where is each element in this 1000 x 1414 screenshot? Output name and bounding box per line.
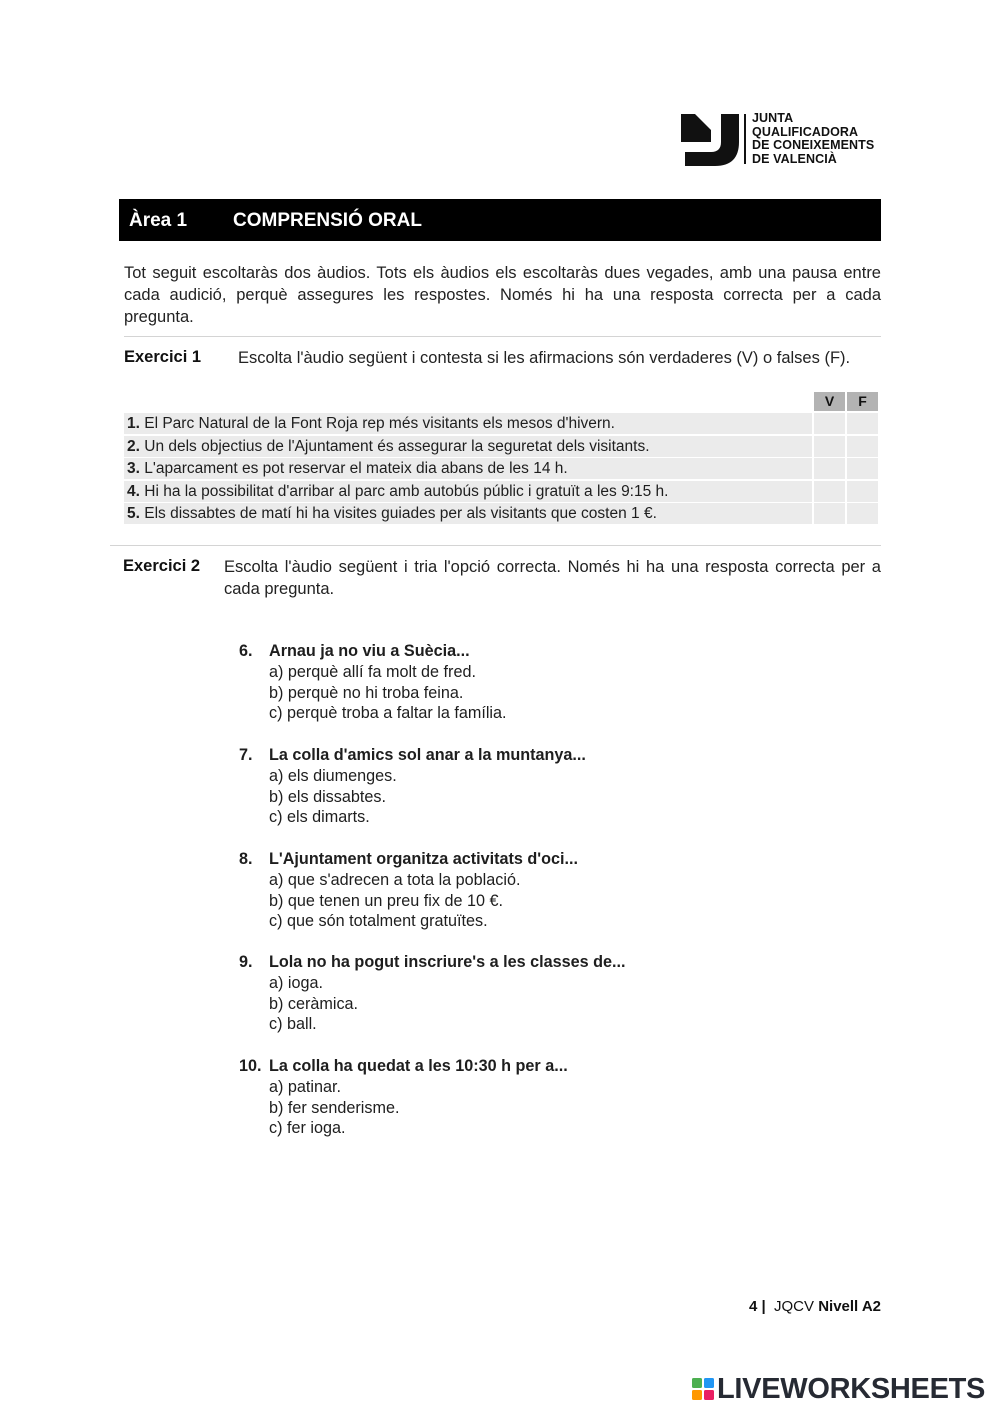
question-block [239,1055,799,1139]
question-text: L'Ajuntament organitza activitats d'oci... [269,850,579,868]
question-number: 6. [239,642,253,660]
answer-cell-f[interactable] [847,413,878,434]
statement-text: Un dels objectius de l'Ajuntament és assegurar la seguretat dels visitants. [144,438,650,455]
exercise-2-instruction: Escolta l'àudio següent i tria l'opció correcta. Només hi ha una resposta correcta per a cada pregunta. [224,558,881,598]
answer-cell-f[interactable] [847,458,878,479]
liveworksheets-wordmark: LIVEWORKSHEETS [717,1373,986,1405]
answer-option[interactable]: b) fer senderisme. [269,1098,400,1117]
statement-text: L'aparcament es pot reservar el mateix dia abans de les 14 h. [144,460,568,477]
question-number: 8. [239,850,253,868]
area-title: COMPRENSIÓ ORAL [233,210,422,231]
answer-option[interactable]: b) perquè no hi troba feina. [269,683,464,702]
logo-line: DE VALENCIÀ [752,151,837,166]
answer-option[interactable]: c) fer ioga. [269,1119,346,1138]
answer-option[interactable]: c) ball. [269,1015,317,1034]
question-heading [239,640,799,662]
statement-row [124,458,812,479]
statement-text: Hi ha la possibilitat d'arribar al parc amb autobús públic i gratuït a les 9:15 h. [144,483,669,500]
statement-text: Els dissabtes de matí hi ha visites guiades per als visitants que costen 1 €. [144,505,657,522]
answer-option[interactable]: b) ceràmica. [269,994,359,1013]
statement-row [124,436,812,457]
logo-line: QUALIFICADORA [752,124,859,139]
exercise-1-instruction: Escolta l'àudio següent i contesta si les afirmacions són verdaderes (V) o falses (F). [238,349,851,367]
answer-cell-v[interactable] [814,413,845,434]
answer-cell-f[interactable] [847,436,878,457]
exercise-1-label: Exercici 1 [124,348,202,366]
question-heading [239,744,799,766]
column-header-f: F [847,392,878,411]
question-heading [239,951,799,973]
divider [124,336,881,337]
statement-number: 4. [127,483,140,500]
area-header-bar [119,199,881,241]
logo-divider [744,114,746,164]
footer-level: Nivell A2 [818,1298,881,1315]
footer-org: JQCV [774,1298,815,1315]
page-number: 4 [748,1298,758,1315]
question-block [239,951,799,1035]
logo-line: JUNTA [752,111,794,125]
footer-separator: | [761,1298,766,1315]
question-number: 7. [239,746,253,764]
question-number: 9. [239,953,253,971]
statement-text: El Parc Natural de la Font Roja rep més visitants els mesos d'hivern. [144,415,615,432]
answer-option[interactable]: c) perquè troba a faltar la família. [269,704,507,723]
answer-cell-f[interactable] [847,503,878,524]
statement-row [124,503,812,524]
answer-option[interactable]: a) que s'adrecen a tota la població. [269,871,521,889]
page-footer [650,1298,881,1315]
question-text: La colla ha quedat a les 10:30 h per a... [269,1057,568,1075]
area-number: Àrea 1 [129,210,188,231]
answer-cell-f[interactable] [847,481,878,502]
answer-cell-v[interactable] [814,481,845,502]
answer-option[interactable]: b) que tenen un preu fix de 10 €. [269,891,503,910]
statement-number: 1. [127,415,140,432]
liveworksheets-logo-icon [692,1378,714,1400]
question-block [239,640,799,724]
answer-cell-v[interactable] [814,458,845,479]
answer-option[interactable]: a) perquè allí fa molt de fred. [269,663,476,681]
question-block [239,744,799,828]
question-text: Arnau ja no viu a Suècia... [269,642,470,660]
logo-wordmark [752,112,874,166]
question-text: La colla d'amics sol anar a la muntanya... [269,746,586,764]
intro-paragraph: Tot seguit escoltaràs dos àudios. Tots els àudios els escoltaràs dues vegades, amb una pausa entre cada audició, perquè assegures les respostes. Només hi ha una resposta correcta per a cada pregunta. [124,264,881,326]
question-heading [239,848,799,870]
jqcv-logo-icon [681,112,739,166]
answer-cell-v[interactable] [814,503,845,524]
answer-cell-v[interactable] [814,436,845,457]
answer-option[interactable]: a) els diumenges. [269,767,397,785]
question-block [239,848,799,932]
statement-row [124,481,812,502]
question-number: 10. [239,1057,262,1075]
jqcv-logo [681,112,891,168]
statement-number: 5. [127,505,140,522]
answer-option[interactable]: c) que són totalment gratuïtes. [269,912,488,931]
exercise-2-label: Exercici 2 [123,557,201,575]
divider [110,545,881,546]
statement-number: 3. [127,460,140,477]
answer-option[interactable]: b) els dissabtes. [269,787,386,806]
answer-option[interactable]: a) patinar. [269,1078,341,1096]
liveworksheets-watermark [692,1372,992,1406]
statement-number: 2. [127,438,140,455]
column-header-v: V [814,392,845,411]
statement-row [124,413,812,434]
question-heading [239,1055,799,1077]
logo-line: DE CONEIXEMENTS [752,138,875,153]
answer-option[interactable]: c) els dimarts. [269,808,370,827]
answer-option[interactable]: a) ioga. [269,974,323,992]
question-text: Lola no ha pogut inscriure's a les classes de... [269,953,626,971]
